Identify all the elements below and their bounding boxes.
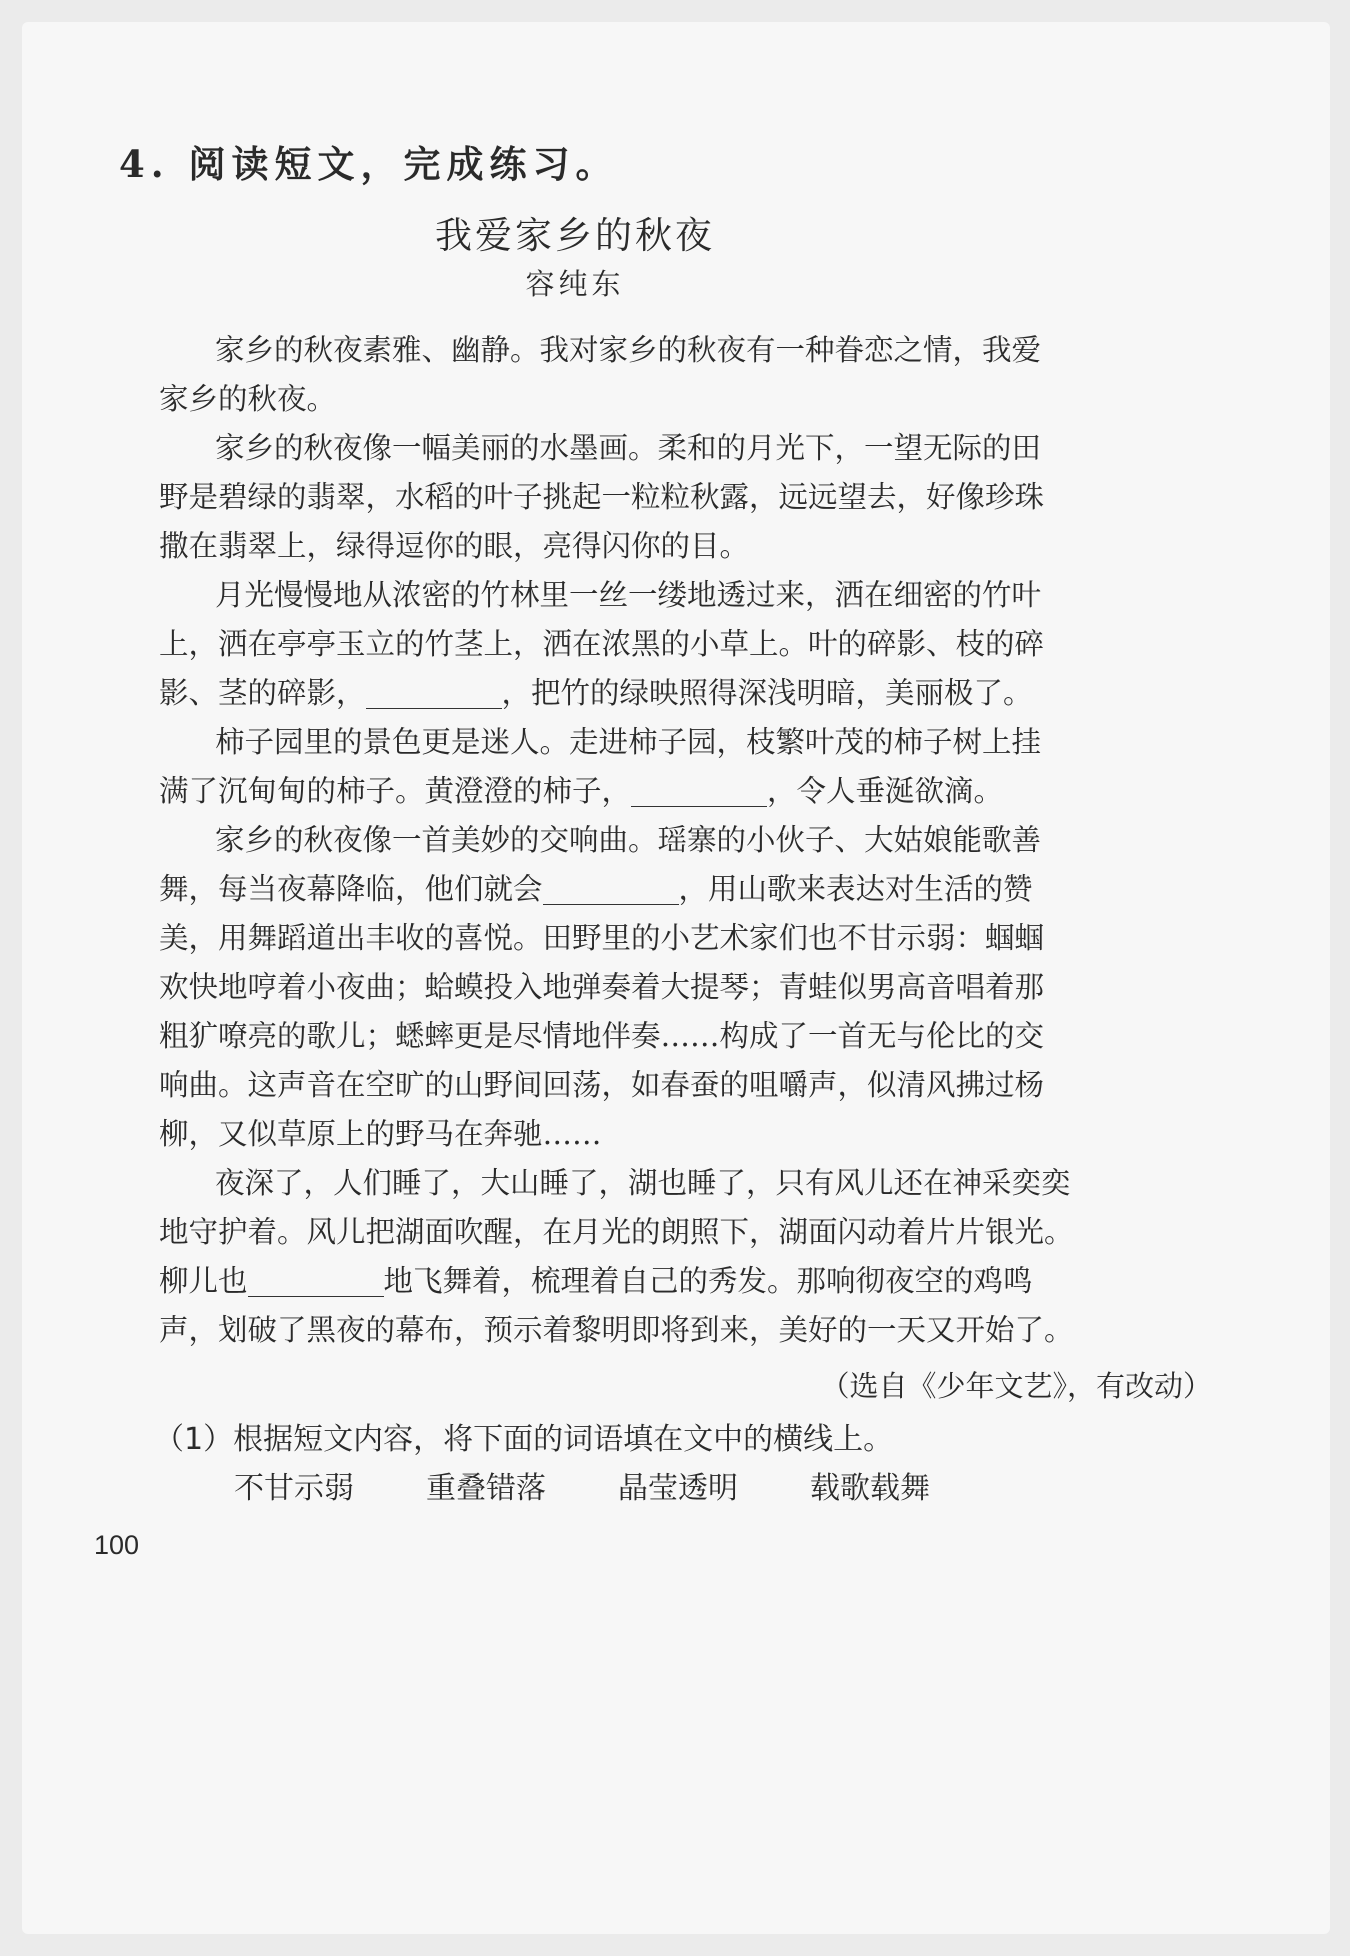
question-1: （1）根据短文内容，将下面的词语填在文中的横线上。 <box>154 1422 894 1457</box>
exercise-heading: 4. 阅读短文，完成练习。 <box>119 142 619 186</box>
text-line: 月光慢慢地从浓密的竹林里一丝一缕地透过来，洒在细密的竹叶 <box>215 578 1042 612</box>
text-line: 柿子园里的景色更是迷人。走进柿子园，枝繁叶茂的柿子树上挂 <box>215 725 1042 759</box>
blank-line <box>159 673 1033 713</box>
text-segment: ，把竹的绿映照得深浅明暗，美丽极了。 <box>501 676 1033 710</box>
text-segment: 满了沉甸甸的柿子。黄澄澄的柿子， <box>159 774 632 808</box>
text-line: 欢快地哼着小夜曲；蛤蟆投入地弹奏着大提琴；青蛙似男高音唱着那 <box>159 970 1045 1004</box>
text-line: 柳，又似草原上的野马在奔驰…… <box>159 1117 602 1151</box>
word-option: 不甘示弱 <box>234 1471 354 1506</box>
text-line: 声，划破了黑夜的幕布，预示着黎明即将到来，美好的一天又开始了。 <box>159 1313 1074 1347</box>
text-segment: ，令人垂涎欲滴。 <box>767 774 1004 808</box>
word-option: 重叠错落 <box>426 1471 546 1506</box>
fill-blank-3[interactable] <box>543 874 679 905</box>
blank-line <box>159 869 1033 909</box>
page-number: 100 <box>94 1530 140 1560</box>
text-line: 美，用舞蹈道出丰收的喜悦。田野里的小艺术家们也不甘示弱：蝈蝈 <box>159 921 1045 955</box>
text-line: 响曲。这声音在空旷的山野间回荡，如春蚕的咀嚼声，似清风拂过杨 <box>159 1068 1045 1102</box>
blank-line <box>159 771 1004 811</box>
text-line: 上，洒在亭亭玉立的竹茎上，洒在浓黑的小草上。叶的碎影、枝的碎 <box>159 627 1045 661</box>
fill-blank-2[interactable] <box>631 776 767 807</box>
blank-line <box>159 1261 1033 1301</box>
fill-blank-4[interactable] <box>248 1266 384 1297</box>
source-note: （选自《少年文艺》，有改动） <box>820 1369 1212 1403</box>
word-option: 载歌载舞 <box>810 1471 930 1506</box>
text-line: 家乡的秋夜像一首美妙的交响曲。瑶寨的小伙子、大姑娘能歌善 <box>215 823 1042 857</box>
word-option: 晶莹透明 <box>618 1471 738 1506</box>
text-line: 地守护着。风儿把湖面吹醒，在月光的朗照下，湖面闪动着片片银光。 <box>159 1215 1074 1249</box>
fill-blank-1[interactable] <box>366 678 502 709</box>
article-author: 容纯东 <box>525 267 625 301</box>
text-segment: 地飞舞着，梳理着自己的秀发。那响彻夜空的鸡鸣 <box>383 1264 1033 1298</box>
text-segment: ，用山歌来表达对生活的赞 <box>678 872 1033 906</box>
textbook-page <box>22 22 1330 1934</box>
text-line: 家乡的秋夜素雅、幽静。我对家乡的秋夜有一种眷恋之情，我爱 <box>215 333 1042 367</box>
text-segment: 舞，每当夜幕降临，他们就会 <box>159 872 543 906</box>
text-segment: 柳儿也 <box>159 1264 248 1298</box>
text-line: 粗犷嘹亮的歌儿；蟋蟀更是尽情地伴奏……构成了一首无与伦比的交 <box>159 1019 1045 1053</box>
text-line: 撒在翡翠上，绿得逗你的眼，亮得闪你的目。 <box>159 529 750 563</box>
text-segment: 影、茎的碎影， <box>159 676 366 710</box>
text-line: 夜深了，人们睡了，大山睡了，湖也睡了，只有风儿还在神采奕奕 <box>215 1166 1071 1200</box>
text-line: 家乡的秋夜。 <box>159 382 337 416</box>
text-line: 家乡的秋夜像一幅美丽的水墨画。柔和的月光下，一望无际的田 <box>215 431 1042 465</box>
text-line: 野是碧绿的翡翠，水稻的叶子挑起一粒粒秋露，远远望去，好像珍珠 <box>159 480 1045 514</box>
article-title: 我爱家乡的秋夜 <box>435 214 715 257</box>
